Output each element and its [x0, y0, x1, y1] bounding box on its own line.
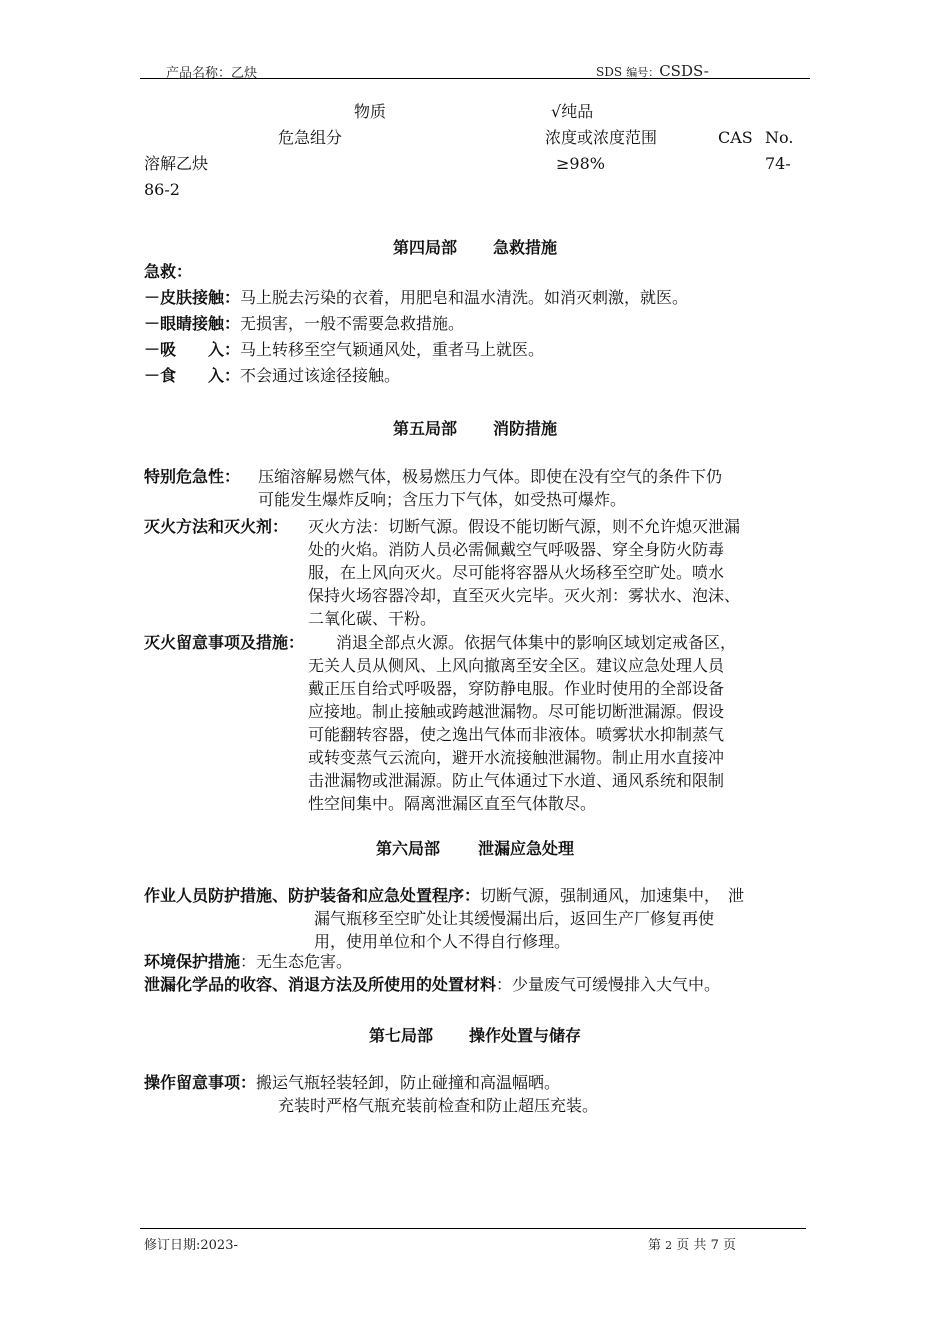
personnel-protection-cont	[314, 907, 714, 953]
section4-name: 急救措施	[493, 238, 558, 257]
page-indicator	[648, 1234, 736, 1253]
fire-method-line: 服，在上风向灭火。尽可能将容器从火场移至空旷处。喷水	[308, 563, 725, 582]
spill-containment	[144, 973, 720, 996]
fire-method-line: 保持火场容器冷却，直至灭火完毕。灭火剂：雾状水、泡沫、	[308, 586, 741, 605]
first-aid-skin	[144, 285, 688, 311]
environment-protection-label: 环境保护措施	[144, 952, 241, 971]
special-hazard-line: 压缩溶解易燃气体，极易燃压力气体。即使在没有空气的条件下仍	[258, 467, 723, 486]
fire-method-text	[308, 515, 740, 630]
fire-notice-line: 可能翻转容器，使之逸出气体而非液体。喷雾状水抑制蒸气	[308, 725, 725, 744]
special-hazard-line: 可能发生爆炸反响；含压力下气体，如受热可爆炸。	[258, 490, 627, 509]
first-aid-eye	[144, 311, 464, 337]
page-current: 2	[665, 1239, 673, 1252]
fire-notice-text	[308, 631, 736, 815]
section6-title	[140, 836, 810, 859]
fire-notice-line: 击泄漏物或泄漏源。防止气体通过下水道、通风系统和限制	[308, 771, 725, 790]
fire-method-line: 处的火焰。消防人员必需佩戴空气呼吸器、穿全身防火防毒	[308, 540, 725, 559]
section6-name: 泄漏应急处理	[478, 839, 575, 858]
personnel-protection-line: 用，使用单位和个人不得自行修理。	[314, 932, 571, 951]
operation-notice	[144, 1071, 560, 1094]
substance-label: 物质	[354, 102, 387, 121]
fire-notice-label: 灭火留意事项及措施：	[144, 633, 305, 652]
operation-notice-label: 操作留意事项：	[144, 1073, 257, 1092]
first-aid-skin-text: 马上脱去污染的衣着，用肥皂和温水清洗。如消灭刺激，就医。	[240, 288, 689, 307]
sds-code: CSDS-	[659, 62, 709, 80]
component-concentration: ≥98%	[556, 154, 605, 173]
section5-number: 第五局部	[392, 419, 457, 438]
first-aid-skin-label: －皮肤接触：	[144, 288, 241, 307]
spill-containment-label: 泄漏化学品的收容、消退方法及所使用的处置材料	[144, 975, 497, 994]
personnel-protection-label: 作业人员防护措施、防护装备和应急处置程序：	[144, 886, 481, 905]
section4-title	[140, 235, 810, 258]
fire-method-line: 二氧化碳、干粉。	[308, 609, 437, 628]
special-hazard-label: 特别危急性：	[144, 467, 241, 486]
section7-title	[140, 1023, 810, 1046]
section7-number: 第七局部	[368, 1026, 433, 1045]
first-aid-inhale-label: －吸 入：	[144, 340, 241, 359]
product-name-label: 产品名称：乙炔	[166, 66, 258, 81]
first-aid-inhale	[144, 337, 544, 363]
personnel-protection-line: 漏气瓶移至空旷处让其缓慢漏出后，返回生产厂修复再使	[314, 909, 715, 928]
first-aid-eye-text: 无损害，一般不需要急救措施。	[240, 314, 465, 333]
fire-notice-line: 应接地。制止接触或跨越泄漏物。尽可能切断泄漏源。假设	[308, 702, 725, 721]
fire-method-label: 灭火方法和灭火剂：	[144, 517, 289, 536]
hazard-component-label: 危急组分	[278, 128, 343, 147]
section5-name: 消防措施	[493, 419, 558, 438]
spill-containment-text: ：少量废气可缓慢排入大气中。	[496, 975, 721, 994]
concentration-label: 浓度或浓度范围	[545, 128, 658, 147]
first-aid-inhale-text: 马上转移至空气颖通风处，重者马上就医。	[240, 340, 545, 359]
first-aid-ingest	[144, 363, 400, 389]
cas-number-part1: 74-	[765, 154, 791, 173]
special-hazard-text	[258, 465, 722, 511]
environment-protection-text: ：无生态危害。	[240, 952, 353, 971]
personnel-protection-line: 切断气源，强制通风，加速集中， 泄	[480, 886, 745, 905]
section6-number: 第六局部	[375, 839, 440, 858]
header-rule	[140, 78, 810, 79]
cas-label: CAS	[718, 128, 753, 147]
pure-substance-mark: √纯品	[551, 102, 594, 121]
fire-notice-line: 消退全部点火源。依据气体集中的影响区域划定戒备区，	[336, 633, 737, 652]
fire-notice-line: 或转变蒸气云流向，避开水流接触泄漏物。制止用水直接冲	[308, 748, 725, 767]
revision-date: 修订日期:2023-	[144, 1238, 238, 1253]
page-total: 7	[710, 1238, 719, 1253]
fire-notice-line: 无关人员从侧风、上风向撤离至安全区。建议应急处理人员	[308, 656, 725, 675]
cas-number-part2: 86-2	[144, 180, 180, 199]
footer-rule	[140, 1228, 806, 1229]
sds-prefix: SDS	[596, 65, 623, 79]
cas-no-label: No.	[765, 128, 794, 147]
first-aid-eye-label: －眼睛接触：	[144, 314, 241, 333]
first-aid-intro: 急救：	[144, 262, 193, 281]
personnel-protection	[144, 884, 744, 907]
page-suffix: 页	[723, 1238, 737, 1253]
page-prefix: 第	[648, 1238, 662, 1253]
section4-number: 第四局部	[392, 238, 457, 257]
page-mid: 页 共	[676, 1238, 707, 1253]
operation-notice-line: 搬运气瓶轻装轻卸，防止碰撞和高温幅晒。	[256, 1073, 561, 1092]
operation-notice-line: 充装时严格气瓶充装前检查和防止超压充装。	[278, 1096, 599, 1115]
first-aid-ingest-label: －食 入：	[144, 366, 241, 385]
component-name: 溶解乙炔	[144, 154, 209, 173]
fire-method-line: 灭火方法：切断气源。假设不能切断气源，则不允许熄灭泄漏	[308, 517, 741, 536]
first-aid-ingest-text: 不会通过该途径接触。	[240, 366, 401, 385]
fire-notice-line: 戴正压自给式呼吸器，穿防静电服。作业时使用的全部设备	[308, 679, 725, 698]
fire-notice-line: 性空间集中。隔离泄漏区直至气体散尽。	[308, 794, 597, 813]
section7-name: 操作处置与储存	[469, 1026, 582, 1045]
environment-protection	[144, 950, 352, 973]
sds-number-caption: 编号：	[626, 66, 660, 79]
section5-title	[140, 416, 810, 439]
